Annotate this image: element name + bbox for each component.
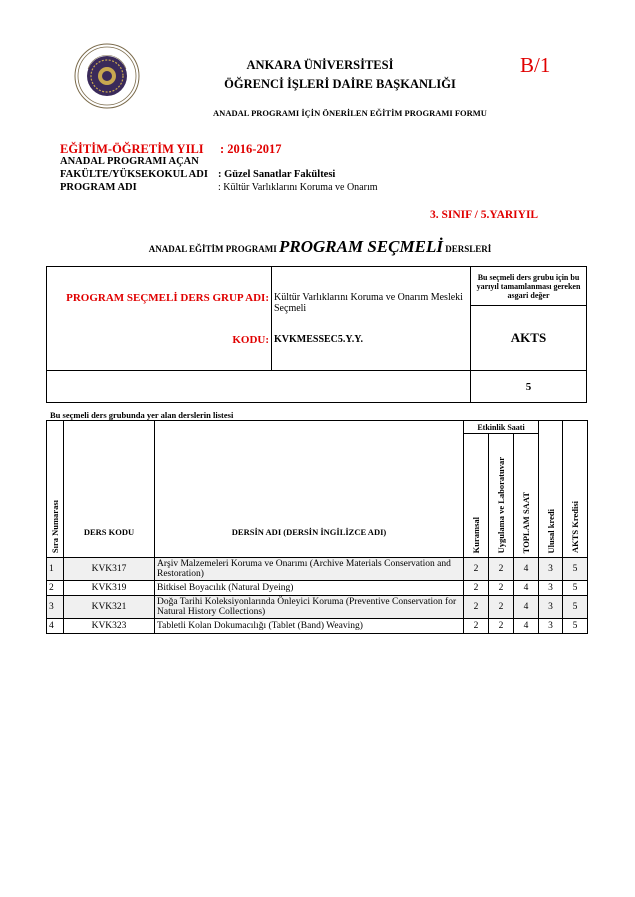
group-name-value: Kültür Varlıklarını Koruma ve Onarım Mesleki Seçmeli xyxy=(274,292,463,314)
cell-no: 3 xyxy=(47,596,64,619)
department-name: ÖĞRENCİ İŞLERİ DAİRE BAŞKANLIĞI xyxy=(224,77,456,91)
cell-code: KVK323 xyxy=(64,619,155,634)
cell-code: KVK321 xyxy=(64,596,155,619)
program-label: PROGRAM ADI xyxy=(60,182,137,193)
cell-theory: 2 xyxy=(464,619,489,634)
cell-credit: 3 xyxy=(539,596,563,619)
faculty-label: FAKÜLTE/YÜKSEKOKUL ADI xyxy=(60,169,208,180)
section-title xyxy=(60,237,580,257)
academic-year-label: EĞİTİM-ÖĞRETİM YILI xyxy=(60,142,204,156)
cell-total: 4 xyxy=(514,581,539,596)
table-row xyxy=(47,596,588,619)
section-title-emphasis: PROGRAM SEÇMELİ xyxy=(279,237,443,256)
header-activity: Etkinlik Saati xyxy=(464,421,539,434)
university-seal-logo xyxy=(74,43,140,109)
cell-code: KVK317 xyxy=(64,558,155,581)
table-row xyxy=(47,619,588,634)
program-opening-label: ANADAL PROGRAMI AÇAN xyxy=(60,156,199,167)
academic-year-value: : 2016-2017 xyxy=(220,142,282,156)
requirement-note: Bu seçmeli ders grubu için bu yarıyıl tamamlanması gereken asgari değer xyxy=(471,267,587,306)
group-code-label: KODU: xyxy=(232,333,269,346)
group-code-value: KVKMESSEC5.Y.Y. xyxy=(274,334,364,345)
empty-cell xyxy=(47,371,471,403)
form-code: B/1 xyxy=(520,53,551,77)
list-caption: Bu seçmeli ders grubunda yer alan derslerin listesi xyxy=(50,410,234,420)
cell-practice: 2 xyxy=(489,581,514,596)
header-credit: Ulusal kredi xyxy=(539,421,563,558)
faculty-row xyxy=(60,169,335,180)
semester-label: 3. SINIF / 5.YARIYIL xyxy=(430,209,539,221)
cell-practice: 2 xyxy=(489,619,514,634)
cell-credit: 3 xyxy=(539,619,563,634)
cell-theory: 2 xyxy=(464,581,489,596)
faculty-value: : Güzel Sanatlar Fakültesi xyxy=(218,169,336,180)
cell-code: KVK319 xyxy=(64,581,155,596)
group-name-label: PROGRAM SEÇMELİ DERS GRUP ADI: xyxy=(66,291,269,304)
akts-label: AKTS xyxy=(471,306,587,371)
cell-name: Tabletli Kolan Dokumacılığı (Tablet (Band) Weaving) xyxy=(155,619,464,634)
form-title: ANADAL PROGRAMI İÇİN ÖNERİLEN EĞİTİM PROGRAMI FORMU xyxy=(213,108,487,118)
header-akts: AKTS Kredisi xyxy=(563,421,588,558)
cell-no: 2 xyxy=(47,581,64,596)
table-row xyxy=(47,558,588,581)
cell-total: 4 xyxy=(514,619,539,634)
program-value: : Kültür Varlıklarını Koruma ve Onarım xyxy=(218,182,378,193)
cell-akts: 5 xyxy=(563,619,588,634)
akts-value: 5 xyxy=(471,371,587,403)
section-title-suffix: DERSLERİ xyxy=(445,244,492,254)
cell-name: Bitkisel Boyacılık (Natural Dyeing) xyxy=(155,581,464,596)
header-no: Sıra Numarası xyxy=(47,421,64,558)
group-value-cell xyxy=(272,267,471,371)
program-row xyxy=(60,182,378,193)
university-name: ANKARA ÜNİVERSİTESİ xyxy=(246,58,394,72)
cell-total: 4 xyxy=(514,558,539,581)
group-info-table xyxy=(46,266,587,403)
cell-no: 4 xyxy=(47,619,64,634)
cell-name: Doğa Tarihi Koleksiyonlarında Önleyici Koruma (Preventive Conservation for Natural History Collections) xyxy=(155,596,464,619)
header-code: DERS KODU xyxy=(64,421,155,558)
cell-name: Arşiv Malzemeleri Koruma ve Onarımı (Archive Materials Conservation and Restoration) xyxy=(155,558,464,581)
cell-credit: 3 xyxy=(539,581,563,596)
section-title-prefix: ANADAL EĞİTİM PROGRAMI xyxy=(148,244,277,254)
header-total: TOPLAM SAAT xyxy=(514,434,539,558)
cell-akts: 5 xyxy=(563,596,588,619)
cell-total: 4 xyxy=(514,596,539,619)
group-label-cell xyxy=(47,267,272,371)
header-theory: Kuramsal xyxy=(464,434,489,558)
cell-theory: 2 xyxy=(464,558,489,581)
table-row xyxy=(47,581,588,596)
cell-credit: 3 xyxy=(539,558,563,581)
program-opening-row xyxy=(60,156,218,167)
header-name: DERSİN ADI (DERSİN İNGİLİZCE ADI) xyxy=(155,421,464,558)
cell-theory: 2 xyxy=(464,596,489,619)
header-practice: Uygulama ve Laboratuvar xyxy=(489,434,514,558)
cell-practice: 2 xyxy=(489,558,514,581)
cell-no: 1 xyxy=(47,558,64,581)
cell-akts: 5 xyxy=(563,581,588,596)
cell-practice: 2 xyxy=(489,596,514,619)
courses-table xyxy=(46,420,588,634)
cell-akts: 5 xyxy=(563,558,588,581)
